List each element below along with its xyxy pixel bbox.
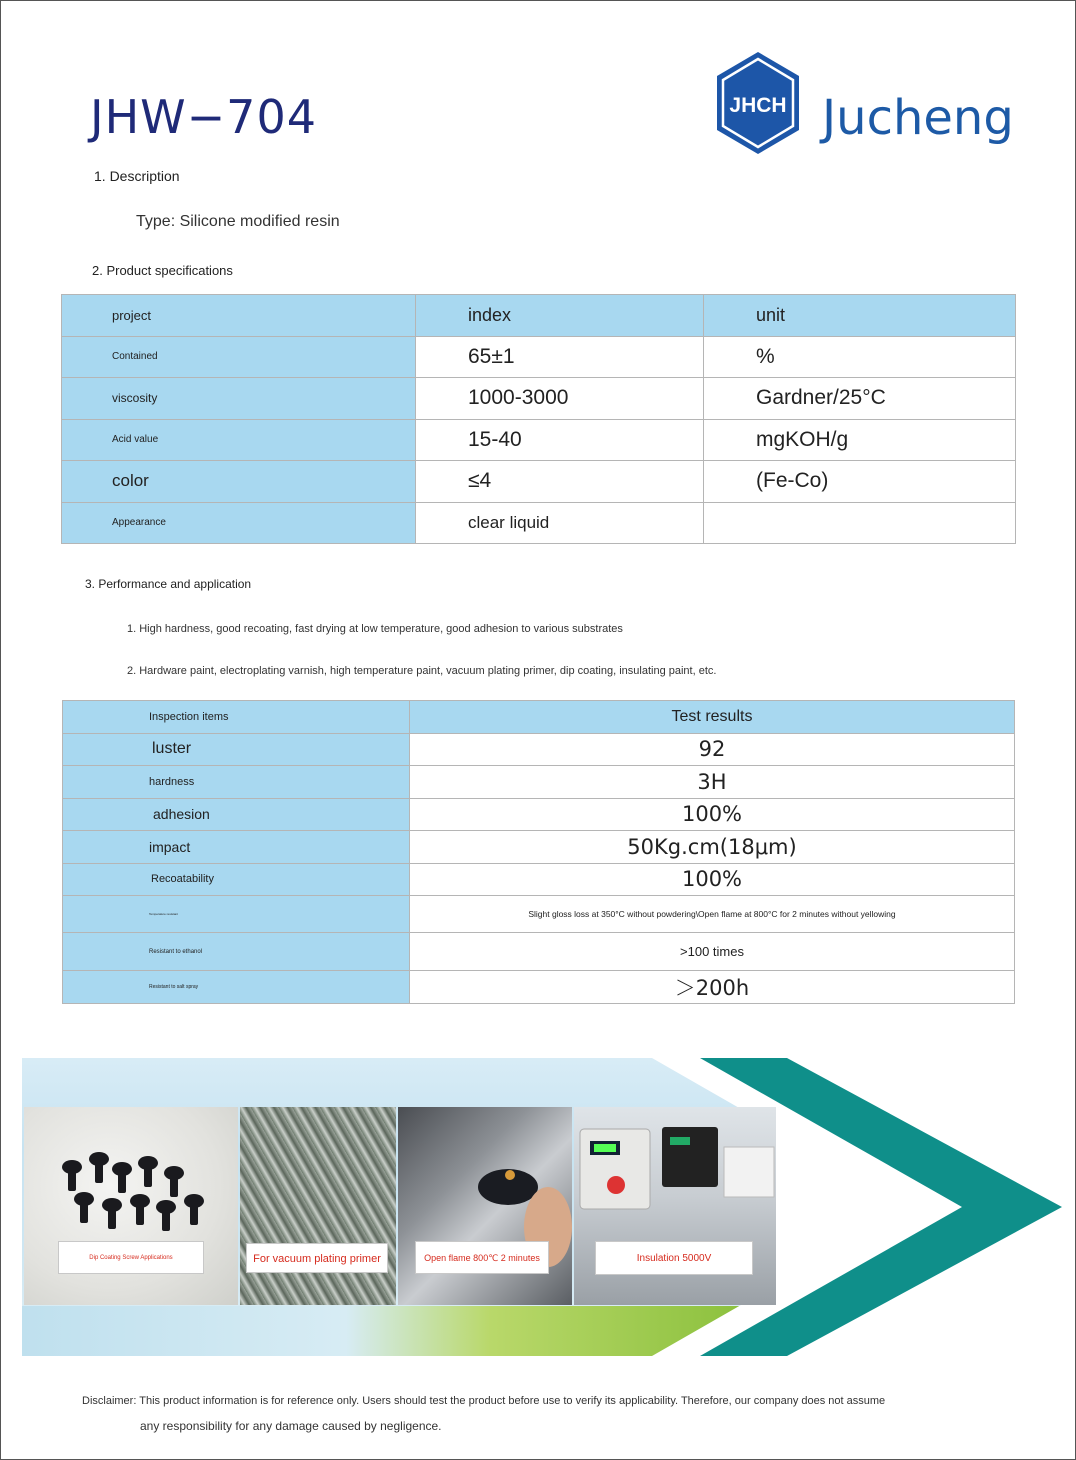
specifications-table: [61, 294, 1016, 544]
table-row: [63, 733, 1015, 766]
brand-name: Jucheng: [822, 90, 1014, 146]
spec-unit-cell: mgKOH/g: [704, 419, 1016, 461]
photo-caption: For vacuum plating primer: [246, 1243, 388, 1273]
table-row: [63, 896, 1015, 933]
column-header-test-results: Test results: [410, 701, 1015, 734]
spec-project-cell: Contained: [62, 336, 416, 378]
test-result-cell: 100%: [410, 798, 1015, 831]
inspection-item-cell: Temperature resistant: [63, 896, 410, 933]
spec-project-cell: Acid value: [62, 419, 416, 461]
test-result-cell: 3H: [410, 766, 1015, 799]
column-header-index: index: [416, 295, 704, 337]
spec-unit-cell: %: [704, 336, 1016, 378]
test-result-cell: 100%: [410, 863, 1015, 896]
inspection-item-cell: Resistant to ethanol: [63, 933, 410, 971]
table-row: [63, 831, 1015, 864]
type-line: Type: Silicone modified resin: [136, 213, 340, 230]
logo-text: JHCH: [729, 94, 787, 117]
table-row: [62, 419, 1016, 461]
company-logo: [715, 50, 801, 156]
table-header-row: [62, 295, 1016, 337]
photo-caption: Insulation 5000V: [595, 1241, 753, 1275]
table-row: [62, 378, 1016, 420]
inspection-item-cell: hardness: [63, 766, 410, 799]
inspection-item-cell: impact: [63, 831, 410, 864]
photo-caption: Dip Coating Screw Applications: [58, 1241, 204, 1274]
specifications-heading: 2. Product specifications: [92, 263, 233, 278]
photo-vacuum-plating: [240, 1107, 396, 1305]
product-title: JHW−704: [90, 90, 317, 144]
spec-index-cell: 1000-3000: [416, 378, 704, 420]
table-row: [62, 461, 1016, 503]
photo-caption: Open flame 800℃ 2 minutes: [415, 1241, 549, 1274]
description-heading: 1. Description: [94, 168, 180, 184]
performance-item: 1. High hardness, good recoating, fast drying at low temperature, good adhesion to various substrates: [127, 623, 623, 635]
spec-unit-cell: [704, 502, 1016, 544]
table-row: [63, 798, 1015, 831]
spec-index-cell: 15-40: [416, 419, 704, 461]
hand-tool-illustration: [398, 1107, 572, 1305]
table-row: [62, 336, 1016, 378]
spec-index-cell: 65±1: [416, 336, 704, 378]
test-result-cell: ＞200h: [410, 971, 1015, 1004]
photo-screws: [24, 1107, 238, 1305]
test-result-cell: >100 times: [410, 933, 1015, 971]
screws-illustration: [24, 1107, 238, 1305]
inspection-item-cell: Resistant to salt spray: [63, 971, 410, 1004]
inspection-item-cell: luster: [63, 733, 410, 766]
performance-item: 2. Hardware paint, electroplating varnish, high temperature paint, vacuum plating primer, dip coating, insulating paint, etc.: [127, 665, 717, 677]
spec-index-cell: ≤4: [416, 461, 704, 503]
spec-project-cell: Appearance: [62, 502, 416, 544]
table-row: [63, 766, 1015, 799]
photo-open-flame: [398, 1107, 572, 1305]
table-header-row: [63, 701, 1015, 734]
column-header-inspection-items: Inspection items: [63, 701, 410, 734]
spec-project-cell: viscosity: [62, 378, 416, 420]
inspection-item-cell: Recoatability: [63, 863, 410, 896]
column-header-project: project: [62, 295, 416, 337]
application-banner: [22, 1058, 1062, 1356]
test-result-cell: 50Kg.cm(18μm): [410, 831, 1015, 864]
column-header-unit: unit: [704, 295, 1016, 337]
inspection-item-cell: adhesion: [63, 798, 410, 831]
spec-unit-cell: Gardner/25°C: [704, 378, 1016, 420]
disclaimer-line-2: any responsibility for any damage caused by negligence.: [140, 1419, 442, 1433]
test-result-cell: 92: [410, 733, 1015, 766]
spec-index-cell: clear liquid: [416, 502, 704, 544]
test-results-table: [62, 700, 1015, 1004]
table-row: [63, 971, 1015, 1004]
table-row: [63, 933, 1015, 971]
test-result-cell: Slight gloss loss at 350°C without powdering\Open flame at 800°C for 2 minutes without yellowing: [410, 896, 1015, 933]
disclaimer-line-1: Disclaimer: This product information is for reference only. Users should test the product before use to verify its applicability. Therefore, our company does not assume: [82, 1395, 886, 1407]
table-row: [63, 863, 1015, 896]
table-row: [62, 502, 1016, 544]
spec-project-cell: color: [62, 461, 416, 503]
performance-heading: 3. Performance and application: [85, 577, 252, 591]
spec-unit-cell: (Fe-Co): [704, 461, 1016, 503]
